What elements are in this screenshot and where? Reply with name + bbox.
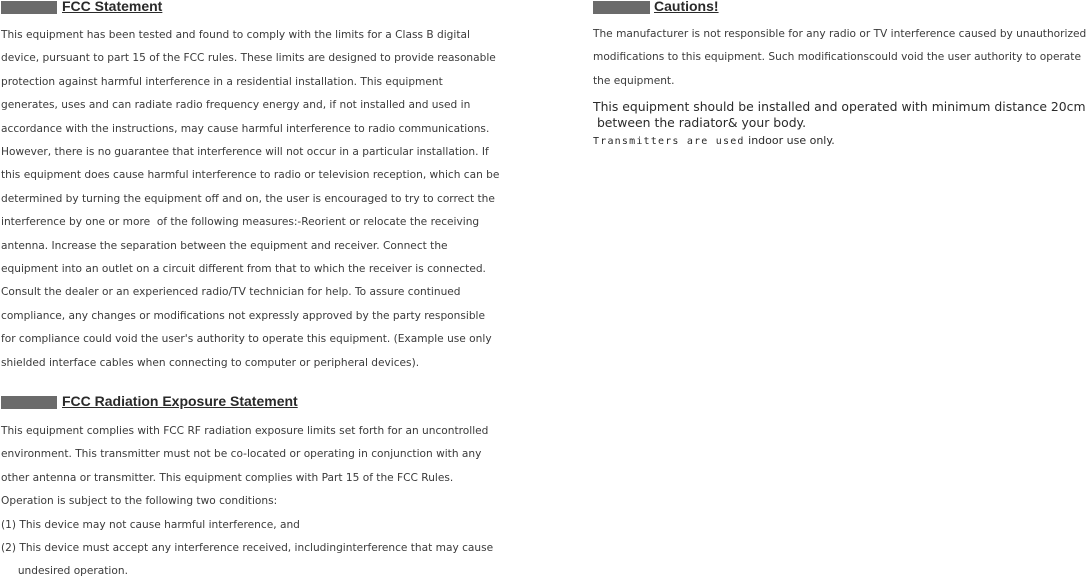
cautions-section xyxy=(593,0,1087,160)
body-line: generates, uses and can radiate radio frequency energy and, if not installed and used in xyxy=(1,99,471,112)
transmitter-spaced-text: Transmitters are used xyxy=(593,136,745,147)
heading-bar xyxy=(1,1,57,14)
body-line: Operation is subject to the following two conditions: xyxy=(1,495,278,508)
fcc-statement-section xyxy=(1,0,506,380)
distance-line: This equipment should be installed and operated with minimum distance 20cm xyxy=(593,99,1086,114)
body-line: interference by one or more of the following measures:-Reorient or relocate the receiving xyxy=(1,216,480,229)
body-line: This equipment has been tested and found to comply with the limits for a Class B digital xyxy=(1,29,470,41)
fcc-statement-title: FCC Statement xyxy=(62,0,163,14)
cautions-title: Cautions! xyxy=(654,0,719,14)
cautions-heading xyxy=(593,0,1087,16)
transmitter-rest-text: indoor use only. xyxy=(744,134,835,147)
body-line: accordance with the instructions, may cause harmful interference to radio communications. xyxy=(1,122,490,135)
body-line: protection against harmful interference in a residential installation. This equipment xyxy=(1,75,443,88)
body-line: undesired operation. xyxy=(1,565,128,578)
fcc-radiation-heading xyxy=(1,395,506,411)
heading-bar xyxy=(1,396,57,409)
body-line: other antenna or transmitter. This equipment complies with Part 15 of the FCC Rules. xyxy=(1,471,454,484)
fcc-radiation-title: FCC Radiation Exposure Statement xyxy=(62,393,298,409)
body-line: (1) This device may not cause harmful interference, and xyxy=(1,518,300,531)
body-line: However, there is no guarantee that interference will not occur in a particular installation. If xyxy=(1,146,489,158)
body-line: determined by turning the equipment off and on, the user is encouraged to try to correct the xyxy=(1,192,495,205)
body-line: Consult the dealer or an experienced radio/TV technician for help. To assure continued xyxy=(1,286,461,299)
body-line: This equipment complies with FCC RF radiation exposure limits set forth for an uncontrolled xyxy=(1,425,489,437)
body-line: device, pursuant to part 15 of the FCC rules. These limits are designed to provide reasonable xyxy=(1,52,496,65)
fcc-radiation-section xyxy=(1,395,506,580)
body-line: for compliance could void the user's authority to operate this equipment. (Example use only xyxy=(1,333,492,346)
body-line: environment. This transmitter must not be co-located or operating in conjunction with any xyxy=(1,448,482,461)
body-line: (2) This device must accept any interference received, includinginterference that may cause xyxy=(1,542,494,554)
body-line: modifications to this equipment. Such modificationscould void the user authority to operate xyxy=(593,51,1081,64)
transmitter-line xyxy=(593,134,835,147)
distance-line: between the radiator& your body. xyxy=(593,115,807,130)
heading-bar xyxy=(593,1,650,14)
body-line: antenna. Increase the separation between the equipment and receiver. Connect the xyxy=(1,239,448,252)
body-line: The manufacturer is not responsible for any radio or TV interference caused by unauthorized xyxy=(593,28,1087,40)
body-line: shielded interface cables when connecting to computer or peripheral devices). xyxy=(1,356,420,369)
fcc-statement-heading xyxy=(1,0,506,16)
body-line: compliance, any changes or modifications not expressly approved by the party responsible xyxy=(1,309,486,322)
body-line: equipment into an outlet on a circuit different from that to which the receiver is connected. xyxy=(1,263,486,275)
body-line: the equipment. xyxy=(593,74,675,87)
body-line: this equipment does cause harmful interference to radio or television reception, which can be xyxy=(1,169,500,182)
